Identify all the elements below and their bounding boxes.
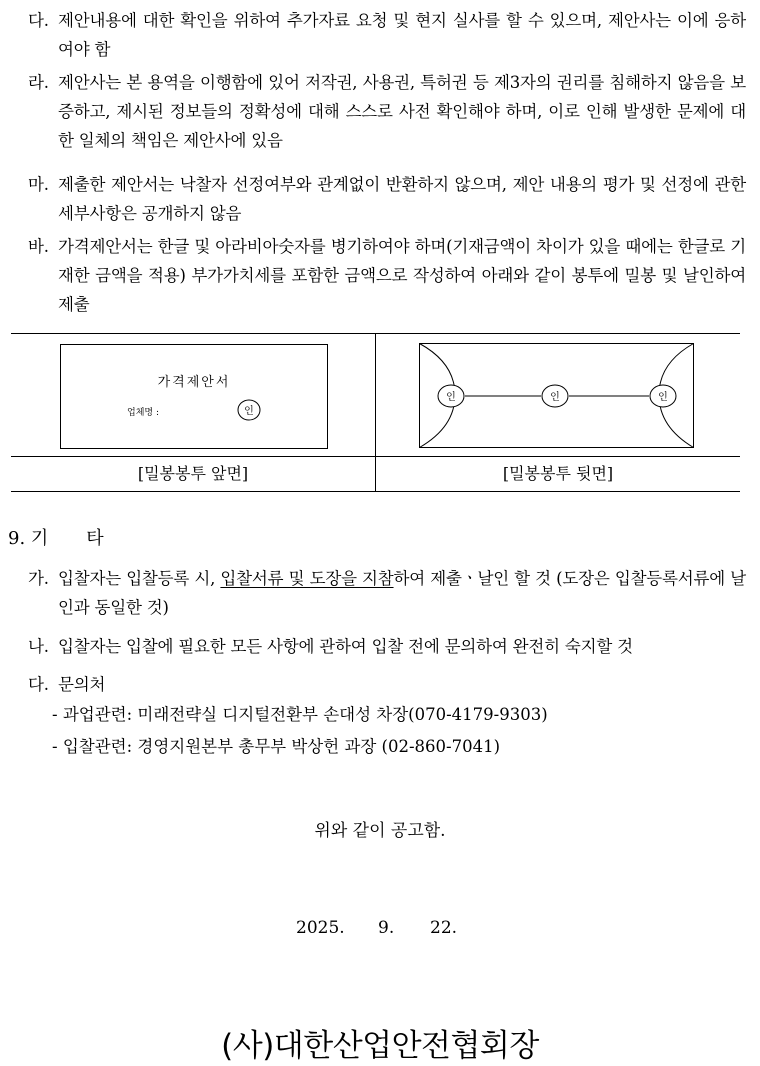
item-text: 제출한 제안서는 낙찰자 선정여부와 관계없이 반환하지 않으며, 제안 내용의 평가 및 선정에 관한 세부사항은 공개하지 않음	[58, 175, 746, 223]
item-marker: 나.	[28, 637, 49, 656]
item-ma	[28, 170, 746, 228]
item-ra	[28, 68, 746, 155]
item-da-top	[28, 6, 746, 64]
announcement-date	[0, 918, 760, 948]
seal-stamp-icon	[542, 385, 568, 407]
section-number: 9. 기	[8, 528, 49, 549]
back-caption: [밀봉봉투 뒷면]	[502, 464, 614, 483]
envelope-front	[60, 344, 328, 449]
item-marker: 바.	[28, 237, 49, 256]
contact-line: - 입찰관련: 경영지원본부 총무부 박상헌 과장 (02-860-7041)	[52, 737, 501, 756]
item-na	[28, 632, 746, 661]
underlined-text: 입찰서류 및 도장을 지참	[220, 569, 394, 588]
item-text: 제안내용에 대한 확인을 위하여 추가자료 요청 및 현지 실사를 할 수 있으며, 제안사는 이에 응하여야 함	[58, 11, 746, 59]
organization-name: (사)대한산업안전협회장	[221, 1028, 539, 1064]
date-day: 22.	[430, 918, 458, 938]
item-text: 입찰자는 입찰에 필요한 모든 사항에 관하여 입찰 전에 문의하여 완전히 숙지할 것	[58, 637, 633, 656]
item-ga	[28, 564, 746, 622]
front-caption: [밀봉봉투 앞면]	[137, 464, 249, 483]
front-title: 가격제안서	[157, 375, 231, 390]
item-text: 입찰자는 입찰등록 시, 입찰서류 및 도장을 지참하여 제출ㆍ날인 할 것 (도장은 입찰등록서류에 날인과 동일한 것)	[58, 569, 746, 617]
item-text: 제안사는 본 용역을 이행함에 있어 저작권, 사용권, 특허권 등 제3자의 권리를 침해하지 않음을 보증하고, 제시된 정보들의 정확성에 대해 스스로 사전 확인해야 하며, 이로 인해 발생한 문제에 대한 일체의 책임은 제안사에 있음	[58, 73, 746, 150]
item-ba	[28, 232, 746, 319]
table-divider	[11, 456, 740, 457]
seal-stamp-icon	[438, 385, 464, 407]
section-title: 타	[86, 528, 104, 549]
item-marker: 다.	[28, 675, 49, 694]
company-label: 업체명 :	[127, 408, 159, 418]
seal-stamp-icon	[650, 385, 676, 407]
item-da-contact	[28, 670, 746, 699]
contact-line: - 과업관련: 미래전략실 디지털전환부 손대성 차장(070-4179-9303)	[52, 705, 548, 724]
item-text: 가격제안서는 한글 및 아라비아숫자를 병기하여야 하며(기재금액이 차이가 있을 때에는 한글로 기재한 금액을 적용) 부가가치세를 포함한 금액으로 작성하여 아래와 같이 봉투에 밀봉 및 날인하여 제출	[58, 237, 746, 314]
stamp-label: 인	[446, 392, 456, 403]
stamp-label: 인	[658, 392, 668, 403]
seal-stamp-icon	[236, 398, 262, 422]
item-marker: 가.	[28, 569, 49, 588]
section-heading	[8, 524, 104, 554]
stamp-label: 인	[550, 392, 560, 403]
closing-text: 위와 같이 공고함.	[314, 821, 446, 841]
date-month: 9.	[378, 918, 395, 938]
envelope-back	[419, 343, 695, 449]
item-marker: 다.	[28, 11, 49, 30]
item-text: 문의처	[58, 675, 106, 694]
item-marker: 마.	[28, 175, 49, 194]
item-marker: 라.	[28, 73, 49, 92]
envelope-table	[11, 333, 740, 492]
stamp-label: 인	[244, 406, 254, 417]
date-year: 2025.	[296, 918, 345, 938]
